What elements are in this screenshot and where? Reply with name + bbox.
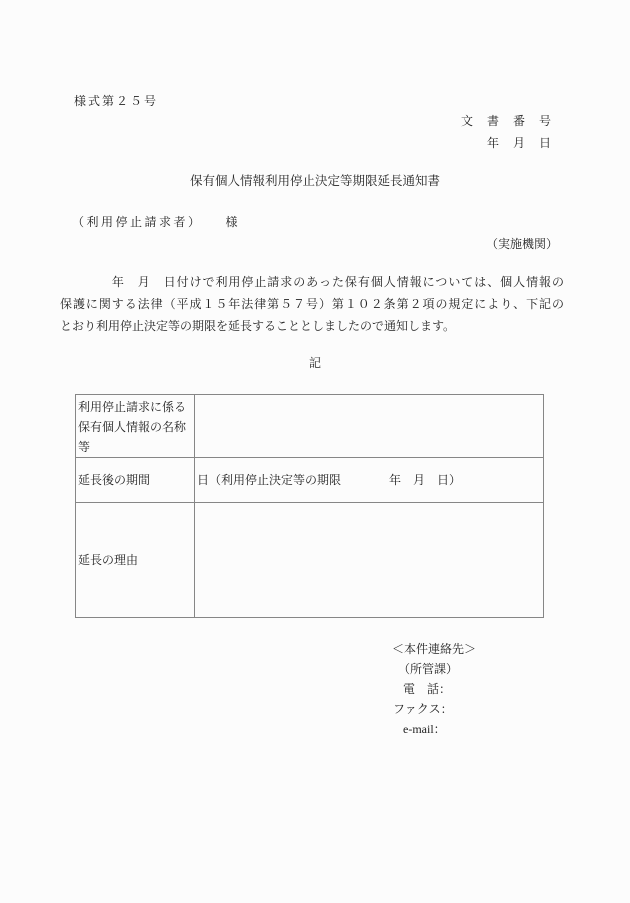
body-line-2: 保護に関する法律（平成１５年法律第５７号）第１０２条第２項の規定により、下記の — [60, 297, 564, 311]
issuing-agency-line: （実施機関） — [485, 237, 558, 251]
contact-phone-label: 電 話： — [403, 682, 452, 696]
row-value-extended-period: 日（利用停止決定等の期限 年 月 日） — [195, 458, 544, 503]
contact-fax-label: ファクス： — [393, 702, 453, 716]
row-label-personal-info-name: 利用停止請求に係る保有個人情報の名称等 — [76, 395, 195, 458]
row-label-extended-period: 延長後の期間 — [76, 458, 195, 503]
doc-date-line: 年 月 日 — [486, 136, 552, 150]
contact-block — [392, 639, 476, 739]
doc-number-line: 文 書 番 号 — [460, 114, 552, 128]
details-table — [75, 394, 544, 618]
body-paragraph — [60, 271, 564, 337]
contact-email-label: e-mail： — [403, 722, 446, 736]
contact-department: （所管課） — [398, 662, 459, 676]
table-row-personal-info-name — [76, 395, 544, 458]
row-value-extension-reason — [195, 503, 544, 618]
row-label-extension-reason: 延長の理由 — [76, 503, 195, 618]
section-mark: 記 — [308, 356, 321, 370]
row-value-personal-info-name — [195, 395, 544, 458]
document-meta — [461, 110, 552, 154]
contact-header: ＜本件連絡先＞ — [392, 642, 477, 656]
addressee-line: （利用停止請求者） 様 — [72, 215, 241, 229]
table-row-extension-reason — [76, 503, 544, 618]
body-line-1: 年 月 日付けで利用停止請求のあった保有個人情報については、個人情報の — [60, 275, 564, 289]
body-line-3: とおり利用停止決定等の期限を延長することとしましたので通知します。 — [60, 319, 456, 333]
table-row-extended-period — [76, 458, 544, 503]
document-title: 保有個人情報利用停止決定等期限延長通知書 — [189, 174, 440, 188]
form-number: 様式第２５号 — [74, 94, 159, 108]
